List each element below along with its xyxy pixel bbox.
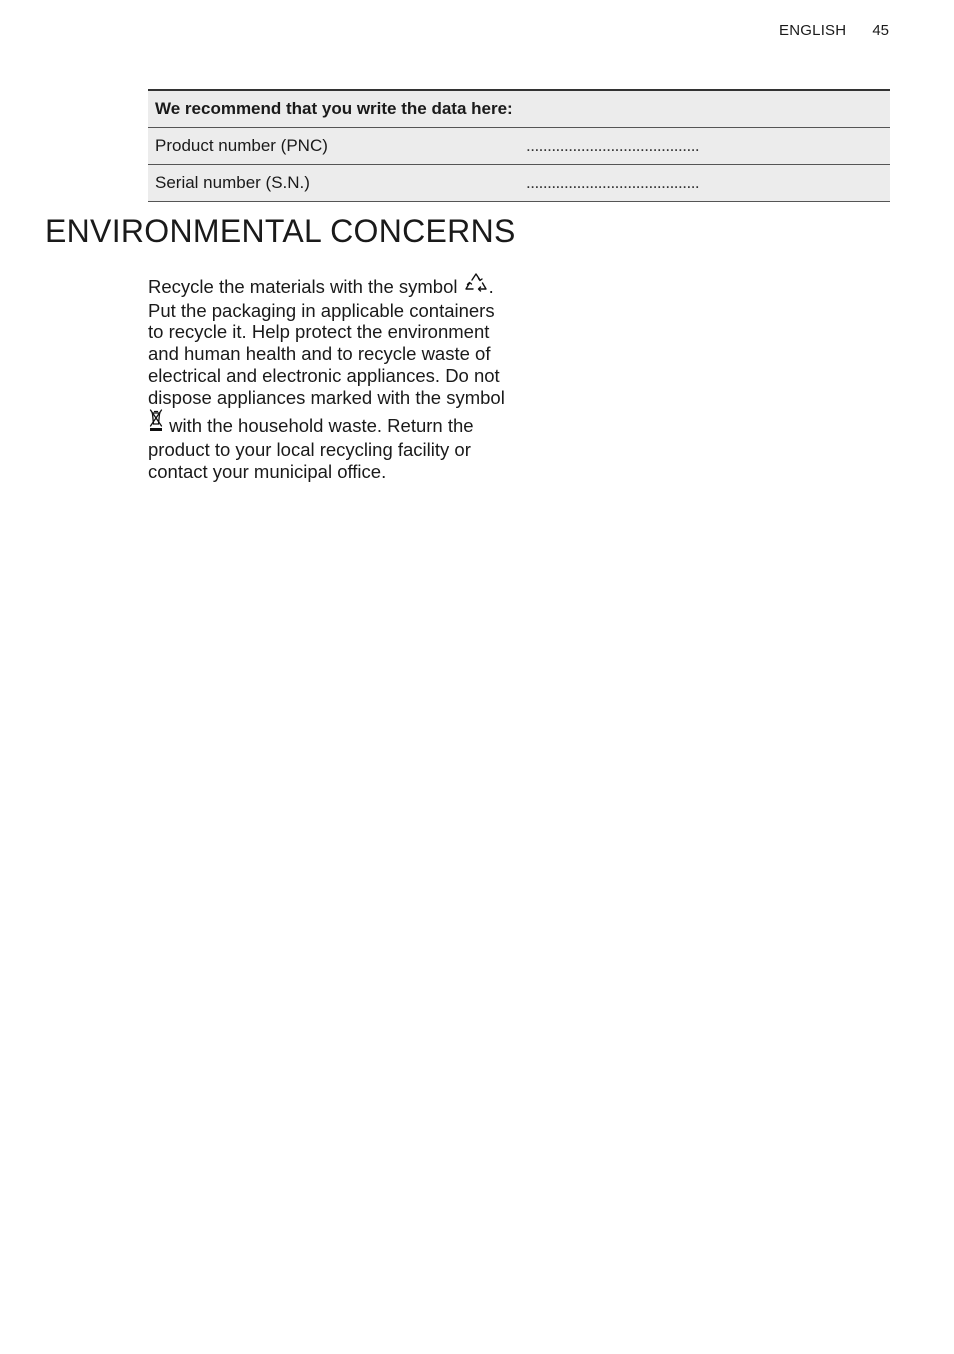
page-header: [779, 22, 889, 39]
table-row: [148, 128, 890, 165]
table-header-row: [148, 90, 890, 128]
section-title: ENVIRONMENTAL CONCERNS: [45, 213, 516, 249]
recycle-icon: [463, 271, 489, 300]
language-label: ENGLISH: [779, 22, 847, 39]
serial-value: .........................................: [519, 165, 890, 202]
table-row: [148, 165, 890, 202]
table-heading: We recommend that you write the data here:: [148, 90, 890, 128]
pnc-label: Product number (PNC): [148, 128, 519, 165]
crossed-bin-icon: [148, 408, 164, 439]
paragraph-text-2: . Put the packaging in applicable containers to recycle it. Help protect the environment and human health and to recycle waste of electrical and electronic appliances. Do not dispose appliances marked with the symbol: [148, 276, 505, 408]
paragraph-text-1: Recycle the materials with the symbol: [148, 276, 458, 297]
data-record-table: [148, 89, 890, 202]
page-number: 45: [872, 22, 889, 39]
paragraph-text-3: with the household waste. Return the product to your local recycling facility or contact your municipal office.: [148, 415, 474, 482]
serial-label: Serial number (S.N.): [148, 165, 519, 202]
pnc-value: .........................................: [519, 128, 890, 165]
environment-paragraph: [148, 271, 510, 482]
